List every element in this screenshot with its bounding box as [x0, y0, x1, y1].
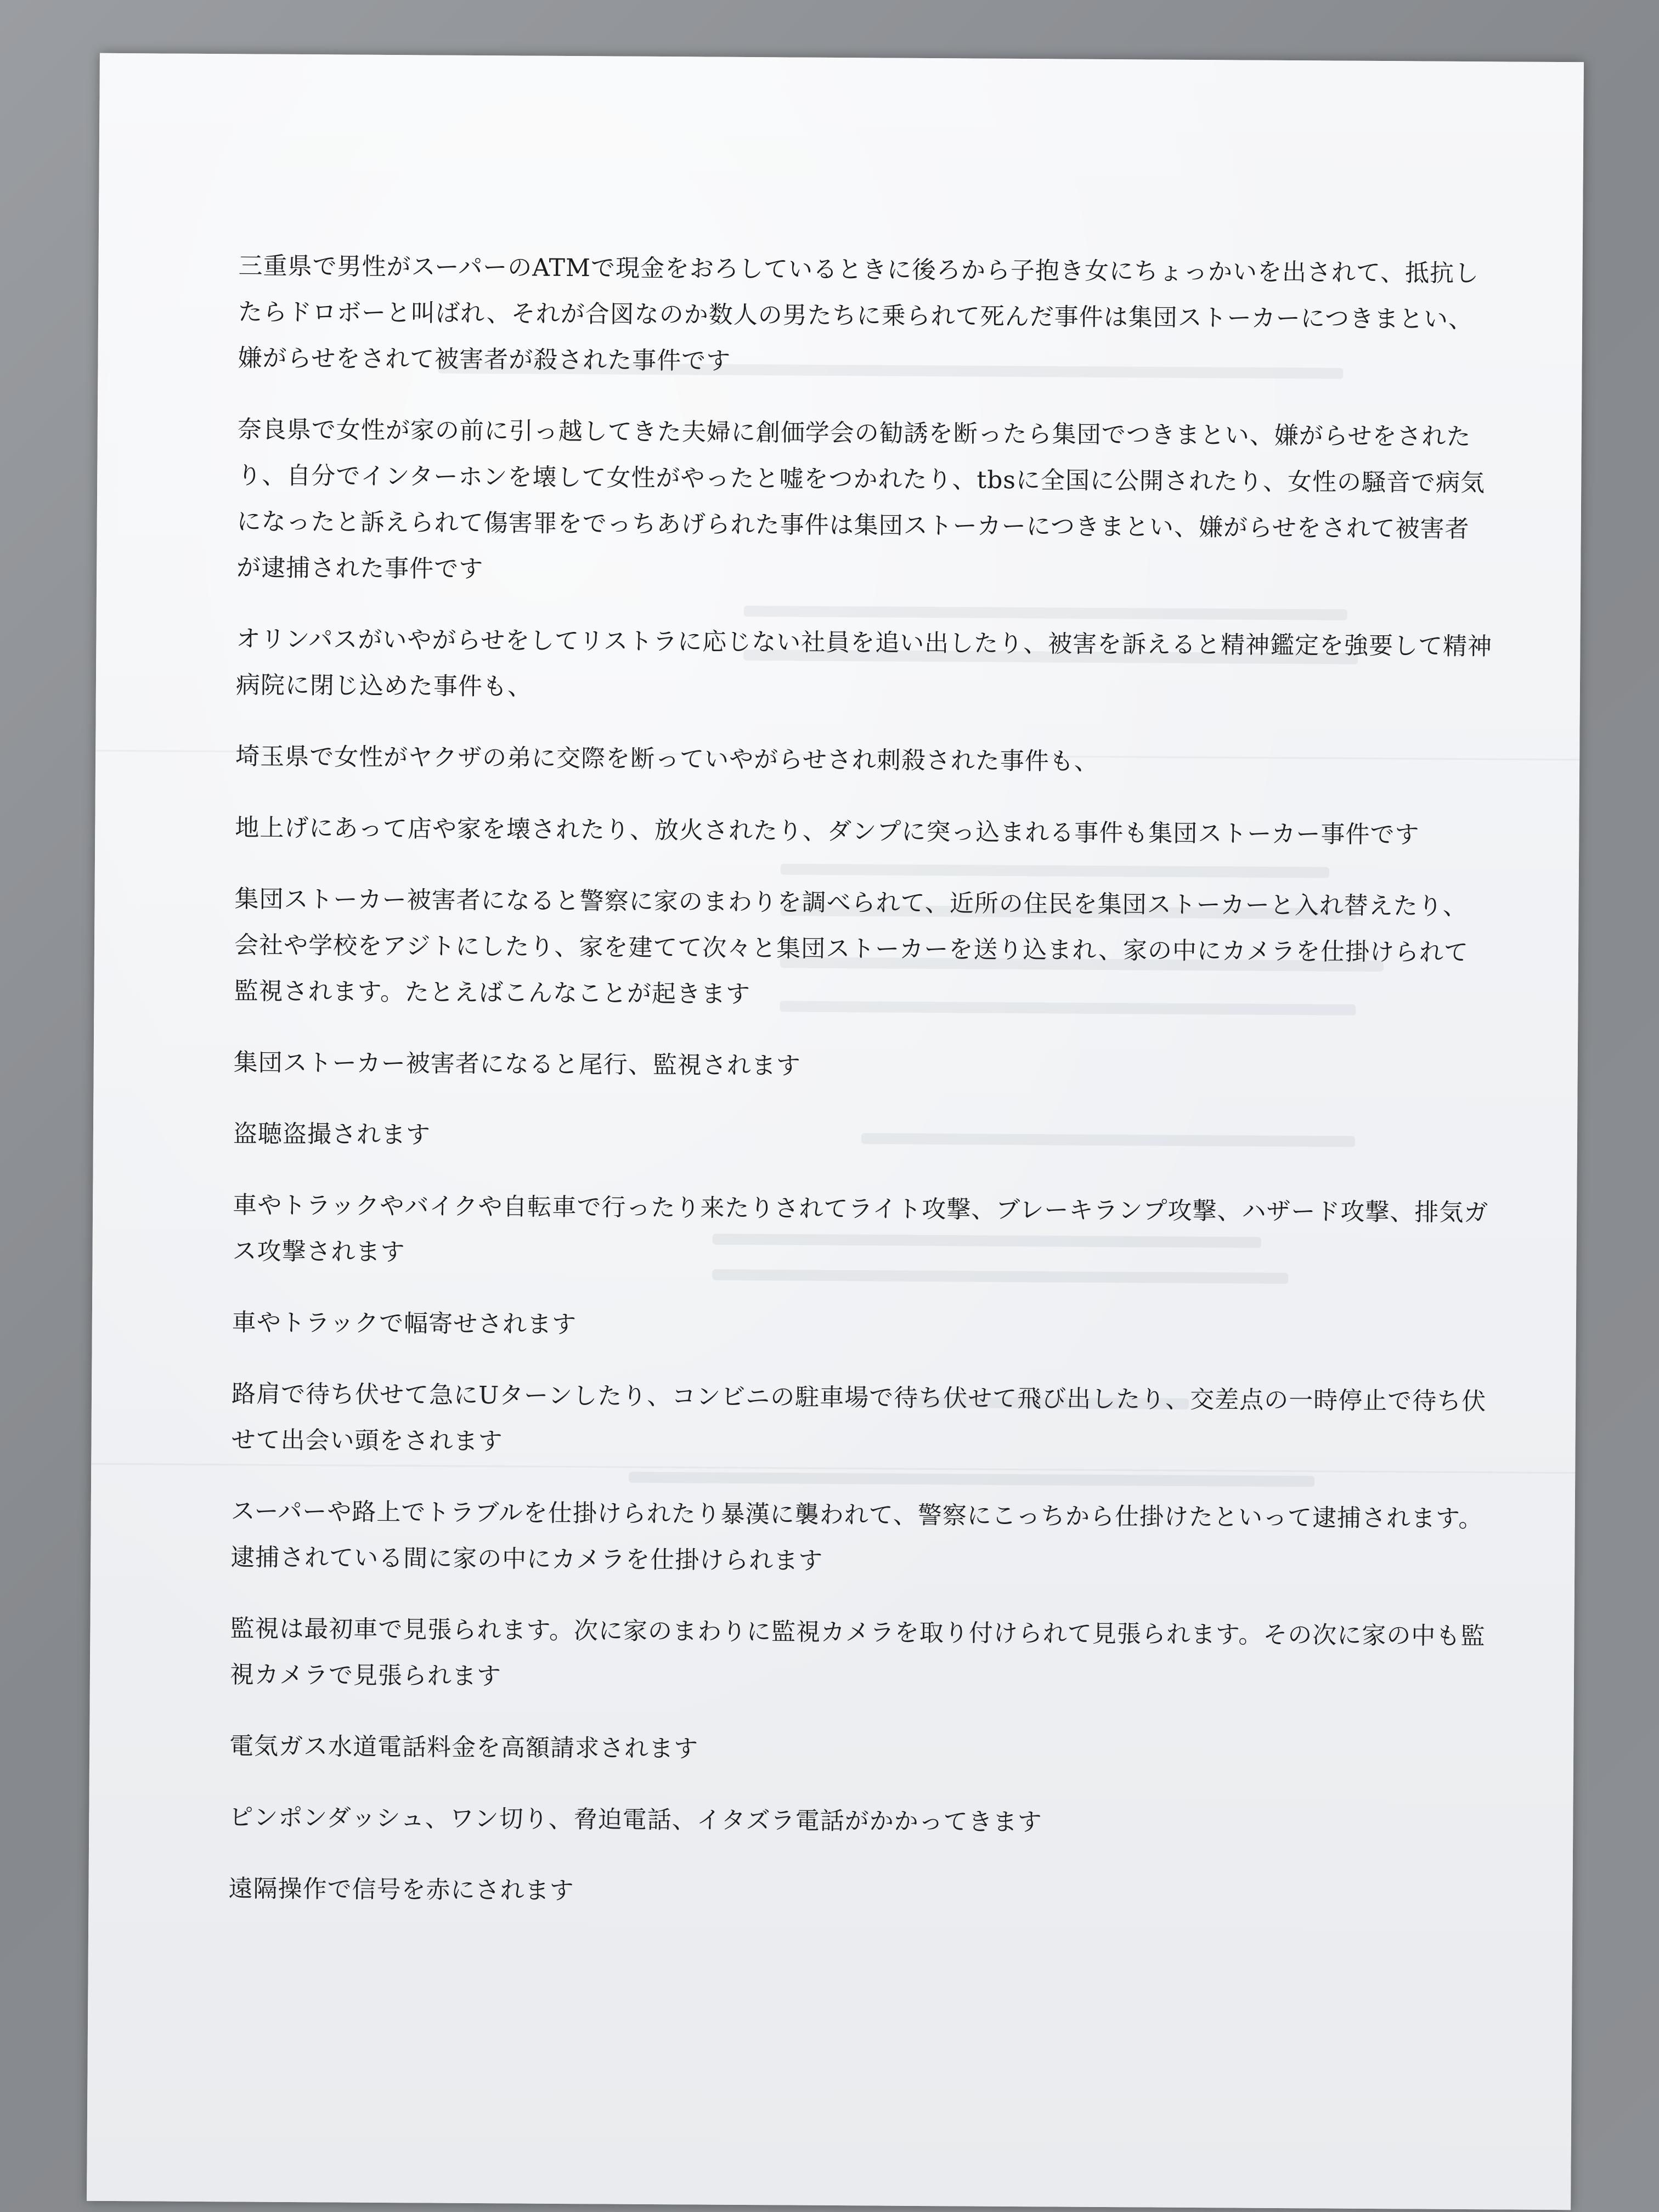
paragraph: 遠隔操作で信号を赤にされます	[228, 1875, 574, 1905]
paragraph: ピンポンダッシュ、ワン切り、脅迫電話、イタズラ電話がかかってきます	[229, 1803, 1042, 1837]
paragraph: 路肩で待ち伏せて急にUターンしたり、コンビニの駐車場で待ち伏せて飛び出したり、交差点の一時停止で待ち伏せて出会い頭をされます	[231, 1380, 1487, 1456]
paragraph: 電気ガス水道電話料金を高額請求されます	[229, 1732, 699, 1763]
paragraph: 埼玉県で女性がヤクザの弟に交際を断っていやがらせされ刺殺された事件も、	[235, 742, 1099, 776]
paragraph: 監視は最初車で見張られます。次に家のまわりに監視カメラを取り付けられて見張られます。その次に家の中も監視カメラで見張られます	[229, 1615, 1486, 1691]
paragraph: オリンパスがいやがらせをしてリストラに応じない社員を追い出したり、被害を訴えると精神鑑定を強要して精神病院に閉じ込めた事件も、	[235, 625, 1493, 701]
paper-sheet	[87, 53, 1584, 2210]
document-body	[228, 243, 1495, 1945]
paragraph: 車やトラックやバイクや自転車で行ったり来たりされてライト攻撃、ブレーキランプ攻撃、ハザード攻撃、排気ガス攻撃されます	[232, 1191, 1489, 1267]
paragraph: 盗聴盗撮されます	[233, 1120, 431, 1149]
paragraph: 車やトラックで幅寄せされます	[232, 1308, 577, 1339]
paragraph: 地上げにあって店や家を壊されたり、放火されたり、ダンプに突っ込まれる事件も集団ストーカー事件です	[235, 814, 1420, 849]
paragraph: 三重県で男性がスーパーのATMで現金をおろしているときに後ろから子抱き女にちょっかいを出されて、抵抗したらドロボーと叫ばれ、それが合図なのか数人の男たちに乗られて死んだ事件は集団ストーカーにつきまとい、嫌がらせをされて被害者が殺された事件です	[238, 252, 1480, 375]
paragraph: スーパーや路上でトラブルを仕掛けられたり暴漢に襲われて、警察にこっちから仕掛けたといって逮捕されます。逮捕されている間に家の中にカメラを仕掛けられます	[230, 1497, 1483, 1575]
paragraph: 集団ストーカー被害者になると尾行、監視されます	[233, 1048, 802, 1080]
paragraph: 奈良県で女性が家の前に引っ越してきた夫婦に創価学会の勧誘を断ったら集団でつきまとい、嫌がらせをされたり、自分でインターホンを壊して女性がやったと嘘をつかれたり、tbsに全国に公開されたり、女性の騒音で病気になったと訴えられて傷害罪をでっちあげられた事件は集団ストーカーにつきまとい、嫌がらせをされて被害者が逮捕された事件です	[236, 415, 1486, 584]
paragraph: 集団ストーカー被害者になると警察に家のまわりを調べられて、近所の住民を集団ストーカーと入れ替えたり、会社や学校をアジトにしたり、家を建てて次々と集団ストーカーを送り込まれ、家の中にカメラを仕掛けられて監視されます。たとえばこんなことが起きます	[234, 885, 1469, 1009]
